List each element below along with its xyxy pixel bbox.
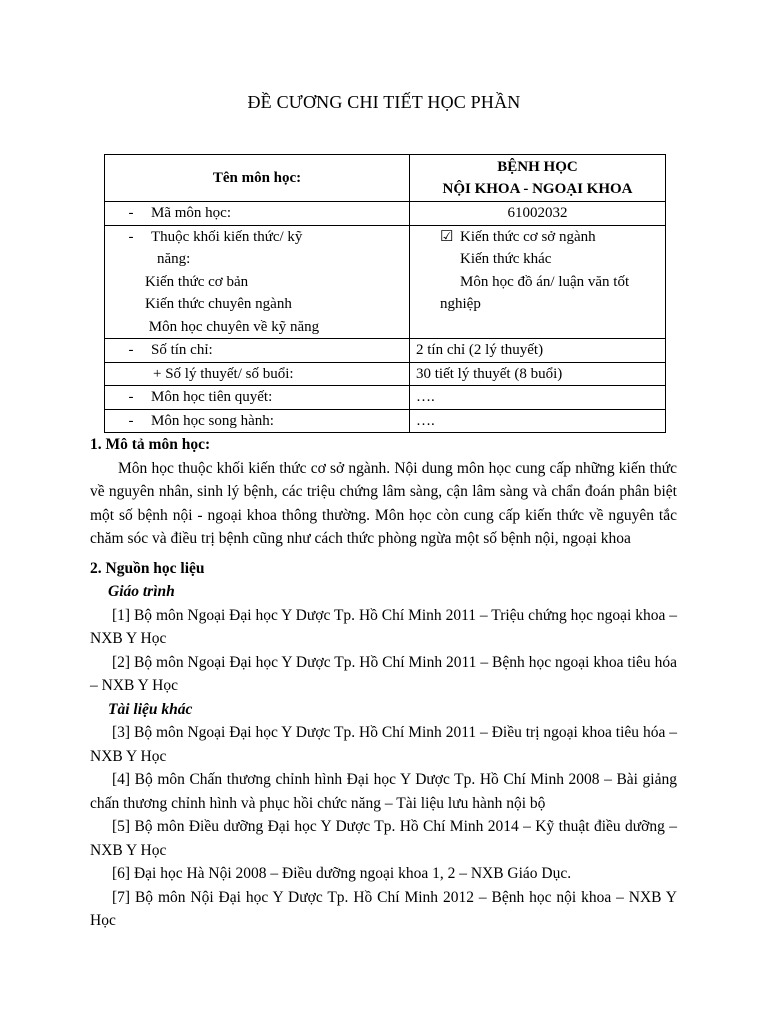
- parallel-label: Môn học song hành:: [151, 412, 274, 429]
- parallel-value: ….: [410, 409, 666, 433]
- reference-item: [2] Bộ môn Ngoại Đại học Y Dược Tp. Hồ Chí Minh 2011 – Bệnh học ngoại khoa tiêu hóa – NXB Y Học: [90, 653, 677, 694]
- section1-heading: 1. Mô tả môn học:: [90, 436, 211, 453]
- section2-heading: 2. Nguồn học liệu: [90, 559, 205, 577]
- dash: -: [128, 228, 134, 245]
- credits-row: [105, 339, 666, 363]
- checked-box-icon: ☑: [440, 228, 454, 245]
- credits-label-cell: [105, 339, 410, 363]
- option-thesis-label: Môn học đồ án/ luận văn tốt nghiệp: [440, 273, 630, 313]
- option-thesis: [440, 271, 659, 316]
- credits-label: Số tín chỉ:: [151, 342, 213, 358]
- block-label-line1: [111, 226, 403, 249]
- block-label-line2: năng:: [157, 251, 191, 267]
- course-name-line2: NỘI KHOA - NGOẠI KHOA: [442, 181, 633, 197]
- textbooks-label: Giáo trình: [108, 583, 175, 600]
- code-label: Mã môn học:: [151, 205, 231, 221]
- credits-value: 2 tín chỉ (2 lý thuyết): [410, 339, 666, 363]
- option-other: [440, 248, 659, 271]
- code-value: 61002032: [410, 202, 666, 226]
- block-label-1: Thuộc khối kiến thức/ kỹ: [151, 228, 303, 245]
- theory-value: 30 tiết lý thuyết (8 buổi): [410, 362, 666, 386]
- course-description: Môn học thuộc khối kiến thức cơ sở ngành. Nội dung môn học cung cấp những kiến thức về nguyên nhân, sinh lý bệnh, các triệu chứng lâm sàng, cận lâm sàng và chẩn đoán phân biệt một số bệnh nội - ngoại khoa thông thường. Môn học còn cung cấp kiến thức về nguyên tắc chăm sóc và điều trị bệnh cũng như cách thức phòng ngừa một số bệnh nội, ngoại khoa: [90, 459, 677, 547]
- option-core: [440, 226, 659, 249]
- page-title: ĐỀ CƯƠNG CHI TIẾT HỌC PHẦN: [247, 92, 521, 112]
- dash: -: [128, 389, 134, 405]
- option-other-label: Kiến thức khác: [460, 251, 552, 268]
- prereq-value: ….: [410, 386, 666, 410]
- parallel-label-cell: [105, 409, 410, 433]
- option-specialized: [111, 293, 403, 316]
- prereq-label-cell: [105, 386, 410, 410]
- theory-row: [105, 362, 666, 386]
- course-info-table: [104, 154, 666, 433]
- reference-item: [1] Bộ môn Ngoại Đại học Y Dược Tp. Hồ Chí Minh 2011 – Triệu chứng học ngoại khoa – NXB Y Học: [90, 606, 677, 647]
- option-basic-label: Kiến thức cơ bản: [145, 273, 249, 290]
- other-materials-label: Tài liệu khác: [108, 700, 193, 718]
- reference-item: [3] Bộ môn Ngoại Đại học Y Dược Tp. Hồ Chí Minh 2011 – Điều trị ngoại khoa tiêu hóa – NXB Y Học: [90, 724, 677, 765]
- option-core-label: Kiến thức cơ sở ngành: [460, 228, 596, 245]
- parallel-row: [105, 409, 666, 433]
- option-skills: [111, 316, 403, 339]
- option-skills-label: Môn học chuyên về kỹ năng: [145, 318, 320, 335]
- option-specialized-label: Kiến thức chuyên ngành: [145, 296, 292, 312]
- code-label-cell: [105, 202, 410, 226]
- course-name-line1: BỆNH HỌC: [497, 158, 578, 175]
- knowledge-block-row: [105, 225, 666, 339]
- reference-item: [7] Bộ môn Nội Đại học Y Dược Tp. Hồ Chí Minh 2012 – Bệnh học nội khoa – NXB Y Học: [90, 888, 677, 929]
- reference-item: [5] Bộ môn Điều dưỡng Đại học Y Dược Tp. Hồ Chí Minh 2014 – Kỹ thuật điều dưỡng – NXB Y Học: [90, 818, 677, 859]
- prereq-row: [105, 386, 666, 410]
- dash: -: [128, 205, 134, 221]
- dash: -: [128, 342, 134, 358]
- prereq-label: Môn học tiên quyết:: [151, 389, 273, 405]
- course-name-label: Tên môn học:: [105, 155, 410, 202]
- reference-item: [6] Đại học Hà Nội 2008 – Điều dưỡng ngoại khoa 1, 2 – NXB Giáo Dục.: [112, 865, 572, 882]
- course-name-row: [105, 155, 666, 202]
- theory-label: + Số lý thuyết/ số buổi:: [105, 362, 410, 386]
- course-name-value: [410, 155, 666, 202]
- knowledge-block-right: [410, 225, 666, 339]
- option-basic: [111, 271, 403, 294]
- code-row: [105, 202, 666, 226]
- reference-item: [4] Bộ môn Chấn thương chỉnh hình Đại học Y Dược Tp. Hồ Chí Minh 2008 – Bài giảng chấn thương chỉnh hình và phục hồi chức năng – Tài liệu lưu hành nội bộ: [90, 771, 677, 812]
- dash: -: [128, 412, 134, 429]
- knowledge-block-left: [105, 225, 410, 339]
- spacer: [440, 316, 659, 338]
- document-body: [90, 433, 677, 933]
